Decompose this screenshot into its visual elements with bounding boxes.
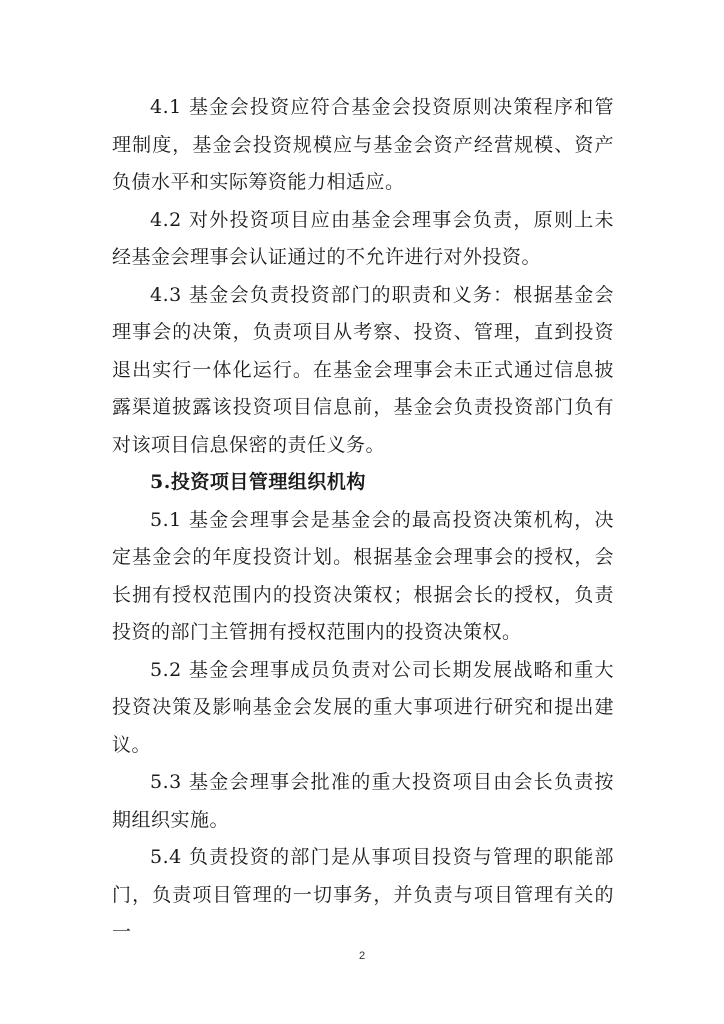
paragraph-5-4: 5.4 负责投资的部门是从事项目投资与管理的职能部门，负责项目管理的一切事务，并负责与项目管理有关的一 bbox=[112, 846, 614, 943]
paragraph-4-2: 4.2 对外投资项目应由基金会理事会负责，原则上未经基金会理事会认证通过的不允许进行对外投资。 bbox=[112, 208, 614, 268]
page-number: 2 bbox=[358, 950, 366, 962]
paragraph-4-3: 4.3 基金会负责投资部门的职责和义务：根据基金会理事会的决策，负责项目从考察、投资、管理，直到投资退出实行一体化运行。在基金会理事会未正式通过信息披露渠道披露该投资项目信息前，基金会负责投资部门负有对该项目信息保密的责任义务。 bbox=[112, 283, 614, 456]
paragraph-5-1: 5.1 基金会理事会是基金会的最高投资决策机构，决定基金会的年度投资计划。根据基金会理事会的授权，会长拥有授权范围内的投资决策权；根据会长的授权，负责投资的部门主管拥有授权范围内的投资决策权。 bbox=[112, 508, 614, 643]
body-text bbox=[112, 89, 614, 952]
paragraph-5-2: 5.2 基金会理事成员负责对公司长期发展战略和重大投资决策及影响基金会发展的重大事项进行研究和提出建议。 bbox=[112, 658, 614, 756]
paragraph-4-1: 4.1 基金会投资应符合基金会投资原则决策程序和管理制度，基金会投资规模应与基金会资产经营规模、资产负债水平和实际筹资能力相适应。 bbox=[112, 96, 614, 193]
section-heading-5: 5.投资项目管理组织机构 bbox=[150, 471, 366, 493]
paragraph-5-3: 5.3 基金会理事会批准的重大投资项目由会长负责按期组织实施。 bbox=[112, 771, 614, 831]
